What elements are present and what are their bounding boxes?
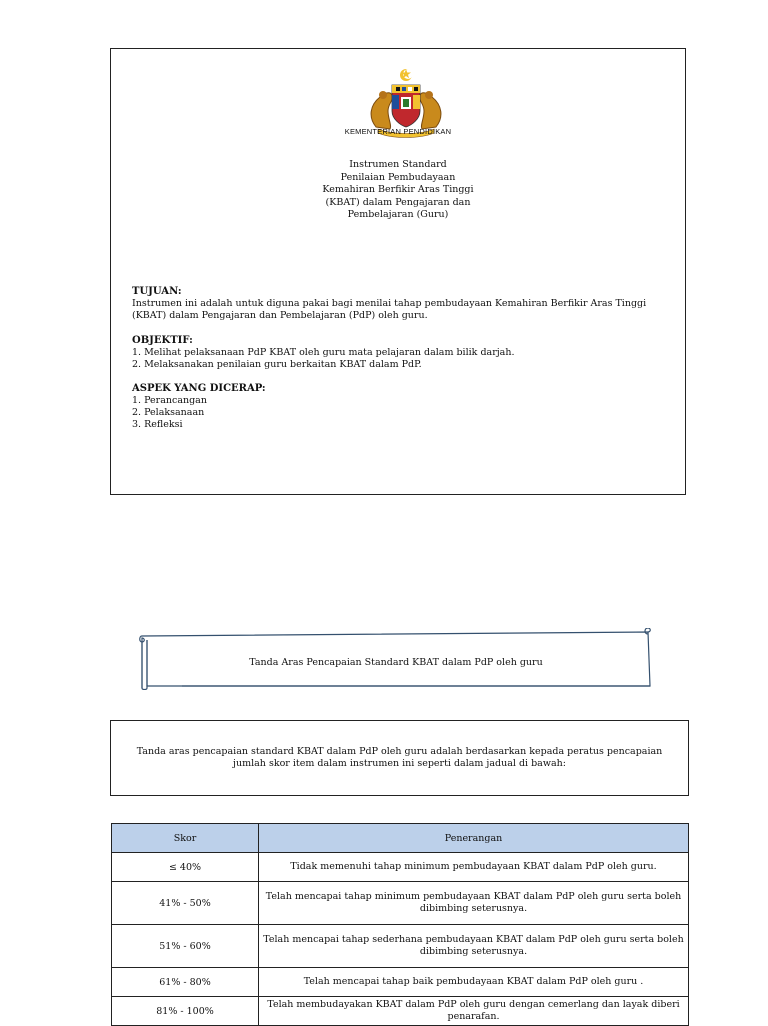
title-line: Kemahiran Berfikir Aras Tinggi bbox=[322, 184, 474, 195]
header-skor: Skor bbox=[112, 824, 259, 853]
benchmark-title: Tanda Aras Pencapaian Standard KBAT dalam PdP oleh guru bbox=[249, 657, 543, 668]
skor-cell: 41% - 50% bbox=[112, 882, 259, 925]
desc-cell: Telah membudayakan KBAT dalam PdP oleh guru dengan cemerlang dan layak diberi penarafan. bbox=[259, 997, 689, 1026]
table-row bbox=[112, 968, 689, 997]
table-row bbox=[112, 997, 689, 1026]
cover-panel bbox=[110, 48, 686, 495]
document-title bbox=[111, 159, 685, 222]
tujuan-section bbox=[132, 286, 671, 322]
table-header-row bbox=[112, 824, 689, 853]
desc-cell: Telah mencapai tahap sederhana pembudayaan KBAT dalam PdP oleh guru serta boleh dibimbing seterusnya. bbox=[259, 925, 689, 968]
skor-cell: 51% - 60% bbox=[112, 925, 259, 968]
aspek-heading: ASPEK YANG DICERAP: bbox=[132, 383, 266, 394]
objektif-heading: OBJEKTIF: bbox=[132, 335, 193, 346]
aspek-item: 2. Pelaksanaan bbox=[132, 407, 205, 418]
desc-cell: Telah mencapai tahap baik pembudayaan KBAT dalam PdP oleh guru . bbox=[259, 968, 689, 997]
score-table bbox=[111, 823, 689, 1026]
skor-cell: 61% - 80% bbox=[112, 968, 259, 997]
objektif-section bbox=[132, 335, 671, 371]
desc-cell: Telah mencapai tahap minimum pembudayaan KBAT dalam PdP oleh guru serta boleh dibimbing seterusnya. bbox=[259, 882, 689, 925]
intro-text: Tanda aras pencapaian standard KBAT dalam PdP oleh guru adalah berdasarkan kepada peratus pencapaian jumlah skor item dalam instrumen ini seperti dalam jadual di bawah: bbox=[136, 745, 663, 769]
aspek-item: 1. Perancangan bbox=[132, 395, 207, 406]
aspek-item: 3. Refleksi bbox=[132, 419, 183, 430]
skor-cell: ≤ 40% bbox=[112, 853, 259, 882]
title-line: Pembelajaran (Guru) bbox=[347, 209, 449, 220]
title-line: (KBAT) dalam Pengajaran dan bbox=[325, 196, 471, 208]
title-line: Instrumen Standard bbox=[349, 159, 447, 170]
aspek-section bbox=[132, 383, 671, 431]
tujuan-text: Instrumen ini adalah untuk diguna pakai bagi menilai tahap pembudayaan Kemahiran Berfikir Aras Tinggi (KBAT) dalam Pengajaran dan Pembelajaran (PdP) oleh guru. bbox=[132, 298, 647, 321]
intro-panel bbox=[110, 720, 689, 796]
objektif-item: 2. Melaksanakan penilaian guru berkaitan KBAT dalam PdP. bbox=[132, 359, 422, 370]
table-row bbox=[112, 882, 689, 925]
tujuan-heading: TUJUAN: bbox=[132, 286, 182, 297]
skor-cell: 81% - 100% bbox=[112, 997, 259, 1026]
table-row bbox=[112, 925, 689, 968]
table-row bbox=[112, 853, 689, 882]
title-line: Penilaian Pembudayaan bbox=[340, 171, 456, 183]
ministry-name: KEMENTERIAN PENDIDIKAN bbox=[344, 127, 452, 136]
desc-cell: Tidak memenuhi tahap minimum pembudayaan KBAT dalam PdP oleh guru. bbox=[259, 853, 689, 882]
objektif-item: 1. Melihat pelaksanaan PdP KBAT oleh guru mata pelajaran dalam bilik darjah. bbox=[132, 347, 515, 358]
header-penerangan: Penerangan bbox=[259, 824, 689, 853]
